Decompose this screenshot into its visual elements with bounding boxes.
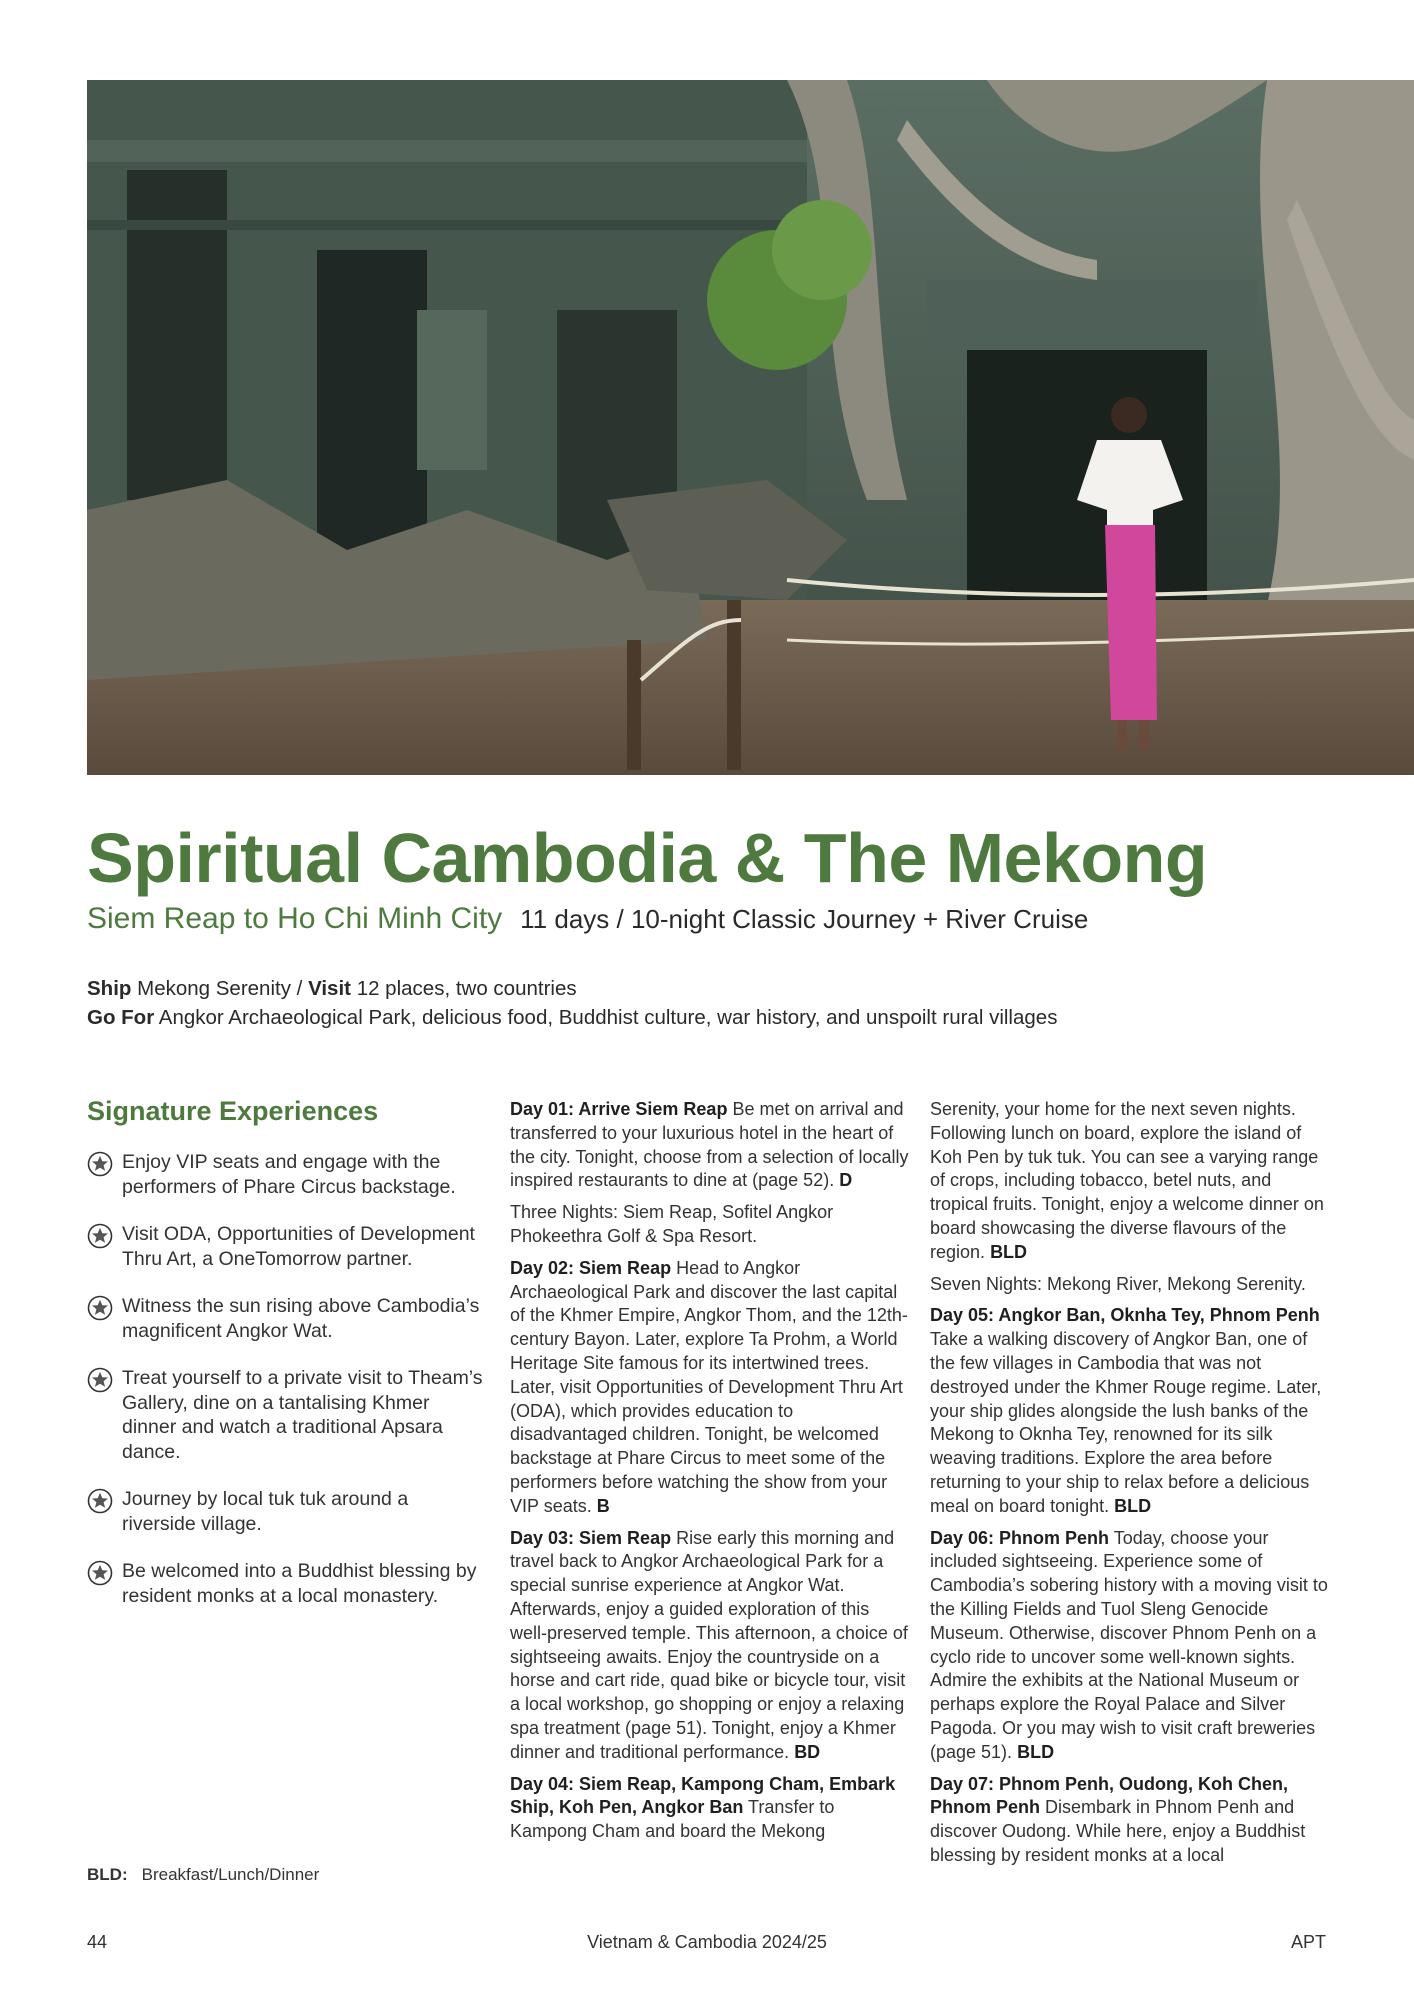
trip-meta bbox=[87, 974, 1057, 1032]
itinerary-day-01 bbox=[510, 1098, 910, 1193]
signature-item-text: Treat yourself to a private visit to Theam’s Gallery, dine on a tantalising Khmer dinner and watch a traditional Apsara dance. bbox=[122, 1367, 483, 1463]
itinerary-column-2 bbox=[930, 1098, 1330, 1876]
meal-code: BLD bbox=[990, 1241, 1028, 1262]
day-heading: Day 06: Phnom Penh bbox=[930, 1527, 1110, 1548]
meta-line-ship-visit bbox=[87, 974, 1057, 1003]
itinerary-day-07 bbox=[930, 1773, 1330, 1868]
accommodation-note: Seven Nights: Mekong River, Mekong Serenity. bbox=[930, 1273, 1306, 1294]
day-heading: Day 07: Phnom Penh, Oudong, Koh Chen, Phnom Penh bbox=[930, 1773, 1289, 1818]
gofor-value: Angkor Archaeological Park, delicious food, Buddhist culture, war history, and unspoilt rural villages bbox=[158, 1006, 1058, 1029]
legend-meaning: Breakfast/Lunch/Dinner bbox=[141, 1865, 320, 1884]
meal-code: BLD bbox=[1114, 1495, 1152, 1516]
signature-item-text: Journey by local tuk tuk around a riverside village. bbox=[122, 1488, 409, 1535]
itinerary-day-04 bbox=[510, 1773, 910, 1844]
signature-item bbox=[87, 1222, 487, 1271]
meal-legend bbox=[87, 1865, 319, 1885]
signature-item-text: Visit ODA, Opportunities of Development Thru Art, a OneTomorrow partner. bbox=[122, 1223, 475, 1270]
day-text: Rise early this morning and travel back to Angkor Archaeological Park for a special sunrise experience at Angkor Wat. Afterwards, enjoy a guided exploration of this well-preserved temple. This afternoon, a choice of sightseeing awaits. Enjoy the countryside on a horse and cart ride, quad bike or bicycle tour, visit a local workshop, go shopping or enjoy a relaxing spa treatment (page 51). Tonight, enjoy a Khmer dinner and traditional performance. bbox=[510, 1527, 908, 1762]
itinerary-day-04-continued bbox=[930, 1098, 1330, 1265]
page-number: 44 bbox=[87, 1932, 108, 1952]
itinerary-day-02 bbox=[510, 1257, 910, 1519]
legend-code: BLD: bbox=[87, 1865, 128, 1884]
page-title: Spiritual Cambodia & The Mekong bbox=[87, 819, 1208, 897]
meal-code: BD bbox=[794, 1741, 821, 1762]
ship-label: Ship bbox=[87, 977, 132, 1000]
star-badge-icon bbox=[87, 1488, 113, 1514]
day-heading: Day 05: Angkor Ban, Oknha Tey, Phnom Penh bbox=[930, 1305, 1320, 1326]
brand-name: APT bbox=[1290, 1932, 1326, 1952]
star-badge-icon bbox=[87, 1151, 113, 1177]
meal-code: D bbox=[839, 1170, 853, 1191]
day-heading: Day 01: Arrive Siem Reap bbox=[510, 1099, 728, 1119]
signature-experiences-list bbox=[87, 1150, 487, 1631]
signature-experiences-heading: Signature Experiences bbox=[87, 1096, 379, 1126]
day-heading: Day 02: Siem Reap bbox=[510, 1257, 672, 1278]
day-heading: Day 03: Siem Reap bbox=[510, 1527, 672, 1548]
itinerary-day-05 bbox=[930, 1304, 1330, 1518]
day-text: Today, choose your included sightseeing. Experience some of Cambodia’s sobering history with a moving visit to the Killing Fields and Tuol Sleng Genocide Museum. Otherwise, discover Phnom Penh on a cyclo ride to uncover some well-known sights. Admire the exhibits at the National Museum or perhaps explore the Royal Palace and Silver Pagoda. Or you may wish to visit craft breweries (page 51). bbox=[930, 1527, 1328, 1762]
temple-ruins-illustration bbox=[87, 80, 1414, 775]
signature-item bbox=[87, 1150, 487, 1199]
day-text: Disembark in Phnom Penh and discover Oudong. While here, enjoy a Buddhist blessing by resident monks at a local bbox=[930, 1797, 1306, 1865]
hero-photo bbox=[87, 80, 1414, 775]
subtitle bbox=[87, 902, 1088, 936]
day-heading: Day 04: Siem Reap, Kampong Cham, Embark Ship, Koh Pen, Angkor Ban bbox=[510, 1773, 896, 1818]
signature-item-text: Enjoy VIP seats and engage with the performers of Phare Circus backstage. bbox=[122, 1151, 456, 1198]
duration-text: 11 days / 10-night Classic Journey + River Cruise bbox=[520, 904, 1089, 934]
day-text: Take a walking discovery of Angkor Ban, one of the few villages in Cambodia that was not destroyed under the Khmer Rouge regime. Later, your ship glides alongside the lush banks of the Mekong to Oknha Tey, renowned for its silk weaving traditions. Explore the area before returning to your ship to relax before a delicious meal on board tonight. bbox=[930, 1329, 1322, 1516]
visit-label: Visit bbox=[308, 977, 351, 1000]
signature-item bbox=[87, 1294, 487, 1343]
star-badge-icon bbox=[87, 1295, 113, 1321]
publication-title: Vietnam & Cambodia 2024/25 bbox=[587, 1932, 827, 1952]
star-badge-icon bbox=[87, 1367, 113, 1393]
ship-value: Mekong Serenity / bbox=[137, 977, 303, 1000]
gofor-label: Go For bbox=[87, 1006, 155, 1029]
itinerary-column-1 bbox=[510, 1098, 910, 1852]
day-text: Head to Angkor Archaeological Park and discover the last capital of the Khmer Empire, Angkor Thom, and the 12th-century Bayon. Later, explore Ta Prohm, a World Heritage Site famous for its intertwined trees. Later, visit Opportunities of Development Thru Art (ODA), which provides education to disadvantaged children. Tonight, be welcomed backstage at Phare Circus to meet some of the performers before watching the show from your VIP seats. bbox=[510, 1257, 908, 1516]
star-badge-icon bbox=[87, 1560, 113, 1586]
star-badge-icon bbox=[87, 1223, 113, 1249]
meal-code: B bbox=[596, 1495, 610, 1516]
signature-item bbox=[87, 1366, 487, 1464]
day-text: Be met on arrival and transferred to your luxurious hotel in the heart of the city. Tonight, choose from a selection of locally inspired restaurants to dine at (page 52). bbox=[510, 1099, 909, 1191]
signature-item bbox=[87, 1487, 487, 1536]
signature-item-text: Witness the sun rising above Cambodia’s magnificent Angkor Wat. bbox=[122, 1295, 480, 1342]
visit-value: 12 places, two countries bbox=[356, 977, 577, 1000]
day-text: Serenity, your home for the next seven nights. Following lunch on board, explore the island of Koh Pen by tuk tuk. You can see a varying range of crops, including tobacco, betel nuts, and tropical fruits. Tonight, enjoy a welcome dinner on board showcasing the diverse flavours of the region. bbox=[930, 1099, 1324, 1262]
meal-code: BLD bbox=[1017, 1741, 1055, 1762]
itinerary-day-03 bbox=[510, 1527, 910, 1765]
signature-item bbox=[87, 1559, 487, 1608]
day-text: Transfer to Kampong Cham and board the Mekong bbox=[510, 1797, 835, 1842]
meta-line-gofor bbox=[87, 1003, 1057, 1032]
route-text: Siem Reap to Ho Chi Minh City bbox=[87, 902, 503, 935]
accommodation-note: Three Nights: Siem Reap, Sofitel Angkor Phokeethra Golf & Spa Resort. bbox=[510, 1202, 834, 1246]
itinerary-day-06 bbox=[930, 1527, 1330, 1765]
signature-item-text: Be welcomed into a Buddhist blessing by resident monks at a local monastery. bbox=[122, 1560, 477, 1607]
